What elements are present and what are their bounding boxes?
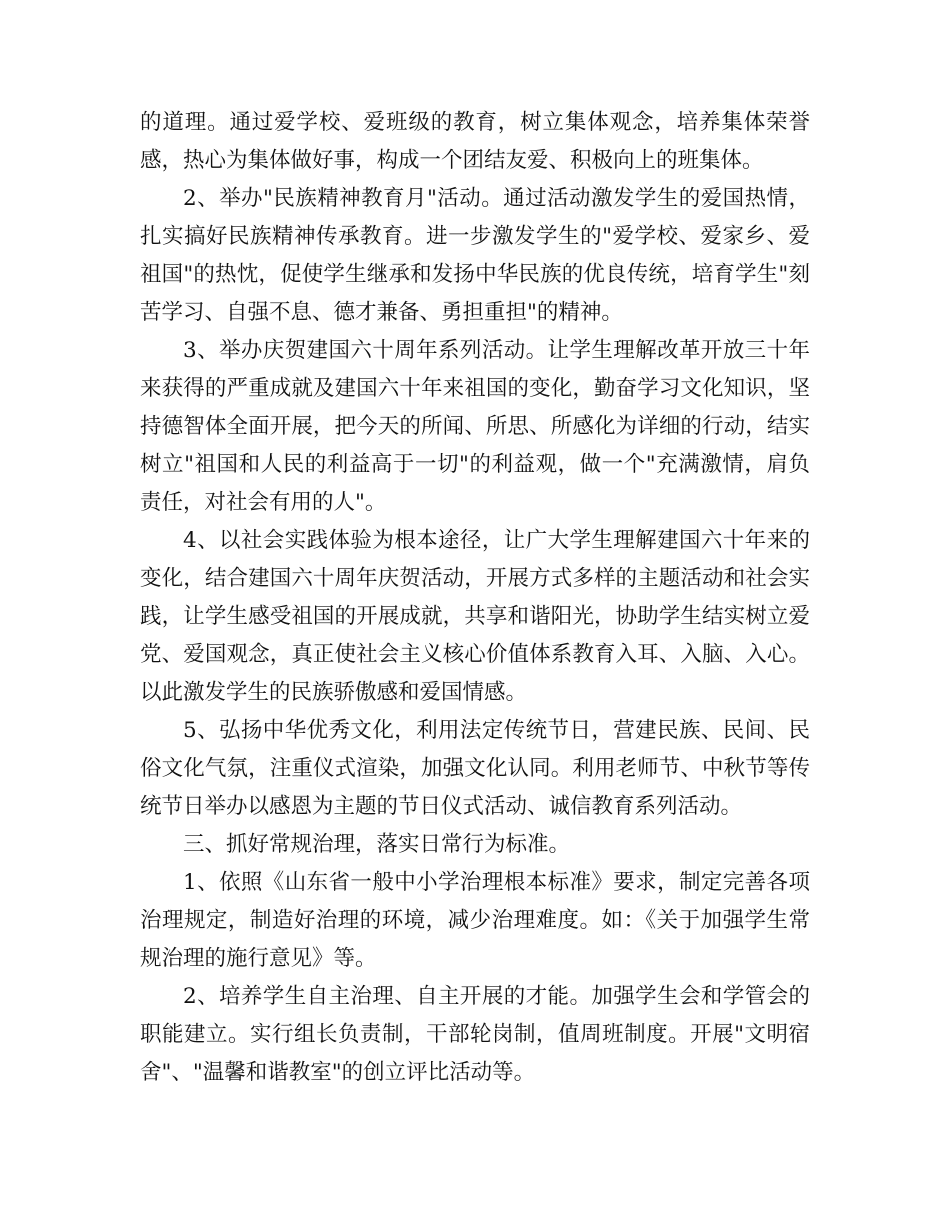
paragraph-section3-item-1: 1、依照《山东省一般中小学治理根本标准》要求，制定完善各项治理规定，制造好治理的环境，减少治理难度。如：《关于加强学生常规治理的施行意见》等。 (140, 870, 810, 971)
paragraph-item-3: 3、举办庆贺建国六十周年系列活动。让学生理解改革开放三十年来获得的严重成就及建国六十年来祖国的变化，勤奋学习文化知识，坚持德智体全面开展，把今天的所闻、所思、所感化为详细的行动，结实树立"祖国和人民的利益高于一切"的利益观，做一个"充满激情，肩负责任，对社会有用的人"。 (140, 338, 810, 515)
paragraph-item-5: 5、弘扬中华优秀文化，利用法定传统节日，营建民族、民间、民俗文化气氛，注重仪式渲染，加强文化认同。利用老师节、中秋节等传统节日举办以感恩为主题的节日仪式活动、诚信教育系列活动。 (140, 718, 810, 819)
paragraph-item-4: 4、以社会实践体验为根本途径，让广大学生理解建国六十年来的变化，结合建国六十周年庆贺活动，开展方式多样的主题活动和社会实践，让学生感受祖国的开展成就，共享和谐阳光，协助学生结实树立爱党、爱国观念，真正使社会主义核心价值体系教育入耳、入脑、入心。以此激发学生的民族骄傲感和爱国情感。 (140, 528, 810, 705)
document-body (140, 104, 810, 1092)
section-heading-3: 三、抓好常规治理，落实日常行为标准。 (183, 832, 571, 857)
paragraph-section3-item-2: 2、培养学生自主治理、自主开展的才能。加强学生会和学管会的职能建立。实行组长负责制，干部轮岗制，值周班制度。开展"文明宿舍"、"温馨和谐教室"的创立评比活动等。 (140, 984, 810, 1085)
paragraph-item-2: 2、举办"民族精神教育月"活动。通过活动激发学生的爱国热情，扎实搞好民族精神传承教育。进一步激发学生的"爱学校、爱家乡、爱祖国"的热忱，促使学生继承和发扬中华民族的优良传统，培育学生"刻苦学习、自强不息、德才兼备、勇担重担"的精神。 (140, 186, 810, 325)
paragraph-continuation: 的道理。通过爱学校、爱班级的教育，树立集体观念，培养集体荣誉感，热心为集体做好事，构成一个团结友爱、积极向上的班集体。 (140, 110, 810, 173)
